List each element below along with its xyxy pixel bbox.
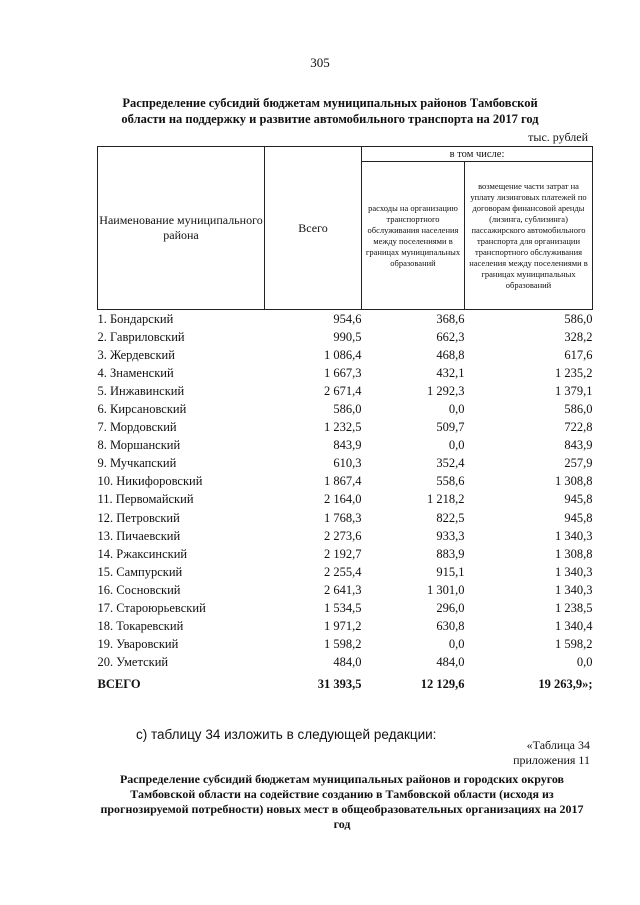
district-name: 12. Петровский	[97, 510, 180, 525]
table-row	[98, 545, 593, 563]
row-col1: 933,3	[436, 528, 465, 543]
row-col2: 1 340,3	[555, 582, 593, 597]
row-col2: 843,9	[564, 438, 593, 453]
row-col1: 822,5	[436, 510, 465, 525]
district-name: 18. Токаревский	[97, 619, 184, 634]
row-total: 1 971,2	[324, 619, 362, 634]
row-col1: 352,4	[436, 456, 465, 471]
district-name: 4. Знаменский	[97, 365, 174, 380]
row-total: 2 671,4	[324, 383, 362, 398]
row-total: 2 255,4	[324, 564, 362, 579]
district-name: 10. Никифоровский	[97, 474, 203, 489]
row-col2: 257,9	[564, 456, 593, 471]
district-name: 20. Уметский	[97, 655, 169, 670]
row-col1: 1 218,2	[427, 492, 465, 507]
row-col2: 617,6	[564, 347, 593, 362]
row-col1: 468,8	[436, 347, 465, 362]
table-row	[98, 509, 593, 527]
total-value: 31 393,5	[317, 677, 362, 692]
district-name: 1. Бондарский	[97, 311, 174, 326]
table-row	[98, 346, 593, 364]
row-total: 586,0	[333, 402, 362, 417]
row-col2: 586,0	[564, 311, 593, 326]
row-total: 610,3	[333, 456, 362, 471]
row-col1: 0,0	[448, 402, 465, 417]
table-reference	[513, 738, 590, 768]
row-col1: 0,0	[448, 438, 465, 453]
row-col2: 328,2	[564, 329, 593, 344]
table-row	[98, 618, 593, 636]
table-row	[98, 310, 593, 329]
page-number: 305	[310, 55, 330, 70]
row-col1: 662,3	[436, 329, 465, 344]
row-total: 484,0	[333, 655, 362, 670]
row-col1: 509,7	[436, 420, 465, 435]
row-col2: 1 235,2	[555, 365, 593, 380]
table-row	[98, 328, 593, 346]
row-col1: 630,8	[436, 619, 465, 634]
row-col1: 0,0	[448, 637, 465, 652]
district-name: 16. Сосновский	[97, 582, 181, 597]
row-col2: 586,0	[564, 402, 593, 417]
table-row	[98, 437, 593, 455]
district-name: 15. Сампурский	[97, 564, 183, 579]
table-row	[98, 382, 593, 400]
district-name: 14. Ржаксинский	[97, 546, 188, 561]
row-col1: 432,1	[436, 365, 465, 380]
row-col1: 296,0	[436, 601, 465, 616]
second-table-title: Распределение субсидий бюджетам муниципальных районов и городских округов Тамбовской области на содействие созданию в Тамбовской области (исходя из прогнозируемой потребности) новых мест в общеобразовательных организациях на 2017 год	[100, 772, 584, 831]
row-total: 2 273,6	[324, 528, 362, 543]
row-total: 1 598,2	[324, 637, 362, 652]
district-name: 19. Уваровский	[97, 637, 179, 652]
row-total: 2 164,0	[324, 492, 362, 507]
district-name: 5. Инжавинский	[97, 383, 185, 398]
row-col1: 1 301,0	[427, 582, 465, 597]
header-total: Всего	[265, 147, 362, 310]
row-col1: 883,9	[436, 546, 465, 561]
table-ref-line2: приложения 11	[513, 753, 590, 767]
row-total: 1 534,5	[324, 601, 362, 616]
table-row	[98, 419, 593, 437]
table-row	[98, 364, 593, 382]
row-col1: 1 292,3	[427, 383, 465, 398]
district-name: 7. Мордовский	[97, 420, 177, 435]
table-row	[98, 491, 593, 509]
district-name: 11. Первомайский	[97, 492, 194, 507]
district-name: 13. Пичаевский	[97, 528, 181, 543]
district-name: 3. Жердевский	[97, 347, 175, 362]
table-row	[98, 455, 593, 473]
row-col2: 1 308,8	[555, 474, 593, 489]
district-name: 9. Мучкапский	[97, 456, 177, 471]
table-row	[98, 563, 593, 581]
table-row	[98, 654, 593, 672]
row-col2: 1 238,5	[555, 601, 593, 616]
district-name: 8. Моршанский	[97, 438, 181, 453]
table-row	[98, 400, 593, 418]
row-total: 1 232,5	[324, 420, 362, 435]
table-body	[98, 310, 593, 698]
row-col2: 722,8	[564, 420, 593, 435]
row-col1: 368,6	[436, 311, 465, 326]
district-name: 2. Гавриловский	[97, 329, 185, 344]
row-col2: 1 598,2	[555, 637, 593, 652]
row-total: 843,9	[333, 438, 362, 453]
row-col1: 558,6	[436, 474, 465, 489]
total-label: ВСЕГО	[97, 677, 141, 692]
table-ref-line1: «Таблица 34	[526, 738, 590, 752]
row-col2: 1 340,4	[555, 619, 593, 634]
section-c-text: с) таблицу 34 изложить в следующей редакции:	[136, 727, 437, 742]
row-col2: 1 340,3	[555, 564, 593, 579]
header-col2: возмещение части затрат на уплату лизинговых платежей по договорам финансовой аренды (лизинга, сублизинга) пассажирского автомобильного транспорта для организации транспортного обслуживания населения между поселениями в границах муниципальных образований	[465, 162, 593, 310]
total-col2: 19 263,9»;	[538, 677, 593, 692]
row-total: 2 192,7	[324, 546, 362, 561]
row-col1: 915,1	[436, 564, 465, 579]
table-row	[98, 473, 593, 491]
row-col2: 945,8	[564, 492, 593, 507]
header-name: Наименование муниципального района	[98, 147, 265, 310]
table-row	[98, 527, 593, 545]
table-row	[98, 636, 593, 654]
row-total: 2 641,3	[324, 582, 362, 597]
total-col1: 12 129,6	[420, 677, 465, 692]
table-row	[98, 600, 593, 618]
row-col2: 1 340,3	[555, 528, 593, 543]
row-col2: 1 379,1	[555, 383, 593, 398]
table-row	[98, 581, 593, 599]
row-col1: 484,0	[436, 655, 465, 670]
header-col1: расходы на организацию транспортного обслуживания населения между поселениями в границах муниципальных образований	[362, 162, 465, 310]
header-including: в том числе:	[362, 147, 593, 162]
row-total: 1 667,3	[324, 365, 362, 380]
district-name: 17. Староюрьевский	[97, 601, 206, 616]
row-total: 954,6	[333, 311, 362, 326]
subsidy-table	[97, 146, 593, 698]
row-col2: 0,0	[576, 655, 593, 670]
total-row	[98, 672, 593, 698]
row-col2: 945,8	[564, 510, 593, 525]
row-total: 1 086,4	[324, 347, 362, 362]
row-total: 1 867,4	[324, 474, 362, 489]
row-col2: 1 308,8	[555, 546, 593, 561]
units-label: тыс. рублей	[528, 130, 588, 144]
table-title: Распределение субсидий бюджетам муниципальных районов Тамбовской области на поддержку и развитие автомобильного транспорта на 2017 год	[121, 96, 539, 126]
district-name: 6. Кирсановский	[97, 402, 187, 417]
row-total: 990,5	[333, 329, 362, 344]
row-total: 1 768,3	[324, 510, 362, 525]
